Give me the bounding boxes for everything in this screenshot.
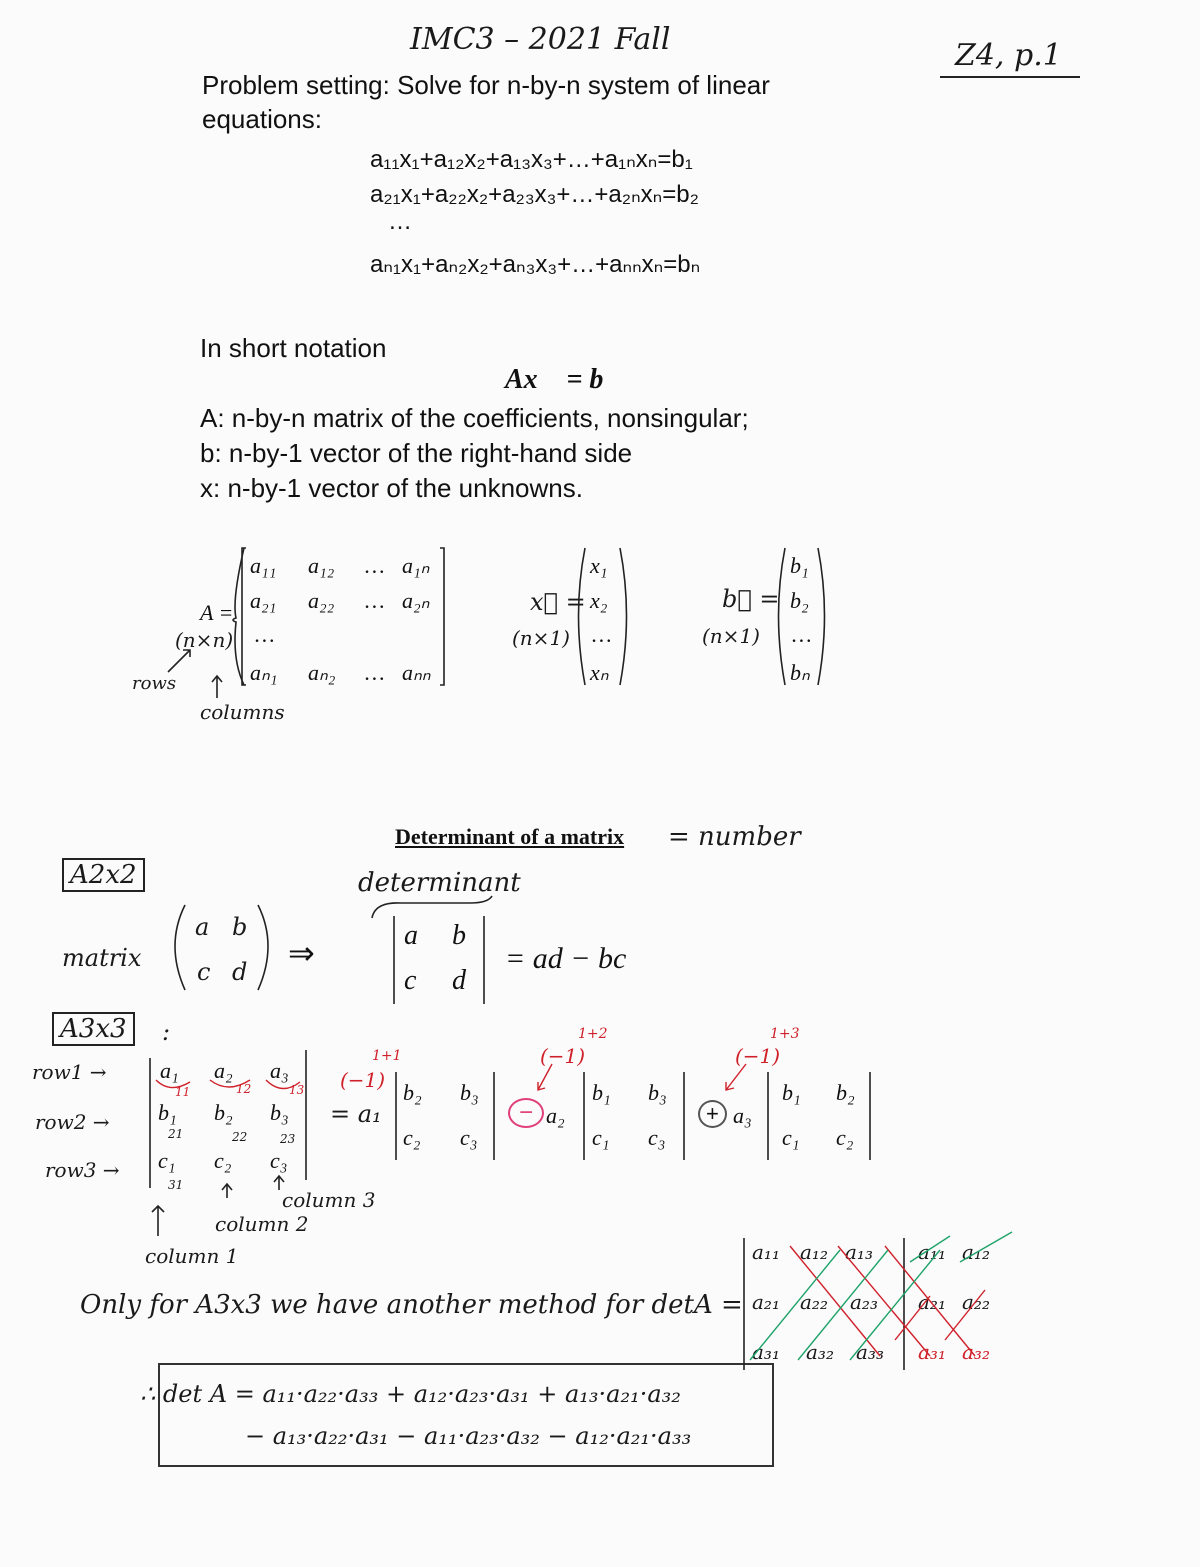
- determinant-title: Determinant of a matrix: [395, 824, 625, 849]
- equation-2: a₂₁x₁+a₂₂x₂+a₂₃x₃+…+a₂ₙxₙ=b₂: [370, 181, 699, 208]
- result-line-2: − a₁₃·a₂₂·a₃₁ − a₁₁·a₂₃·a₃₂ − a₁₂·a₂₁·a₃₃: [245, 1422, 692, 1450]
- exp-2: 1+2: [578, 1026, 608, 1042]
- minor2-b3: b₃: [648, 1080, 667, 1105]
- vector-x-size: (n×1): [512, 626, 570, 650]
- m2-d: d: [232, 958, 248, 986]
- page-reference: Z4, p.1: [955, 38, 1062, 73]
- idx-21: 21: [168, 1127, 184, 1141]
- a-11: a₁₁: [250, 553, 277, 578]
- m3-c2: c₂: [214, 1148, 232, 1173]
- m3-b3: b₃: [270, 1100, 289, 1125]
- page-ref-underline: [940, 76, 1080, 78]
- minor1-c2: c₂: [403, 1125, 421, 1150]
- problem-line-2: equations:: [202, 104, 322, 134]
- column-1-label: column 1: [145, 1244, 239, 1268]
- idx-22: 22: [232, 1130, 248, 1144]
- idx-23: 23: [280, 1132, 296, 1146]
- sarrus-sentence: Only for A3x3 we have another method for detA =: [80, 1290, 743, 1320]
- a-21: a₂₁: [250, 588, 277, 613]
- short-notation-label: In short notation: [200, 333, 387, 363]
- vector-x-right-paren: [620, 548, 627, 685]
- b-n: bₙ: [790, 660, 810, 685]
- plus-sign-circled: +: [698, 1100, 727, 1128]
- idx-12: 12: [236, 1082, 252, 1096]
- det2-d: d: [452, 965, 466, 996]
- b-dots: …: [792, 622, 812, 647]
- a-n2: aₙ₂: [308, 660, 336, 685]
- s-31: a₃₁: [752, 1340, 780, 1364]
- minor1-b2: b₂: [403, 1080, 422, 1105]
- a-22: a₂₂: [308, 588, 335, 613]
- m2-left-paren: [175, 905, 185, 990]
- sign-3: (−1): [735, 1044, 781, 1068]
- s-21b: a₂₁: [918, 1290, 946, 1314]
- vector-x-label: x⃗ =: [530, 588, 586, 616]
- row3-label: row3 →: [45, 1158, 120, 1182]
- implies-arrow: ⇒: [288, 935, 315, 971]
- x-2: x₂: [590, 588, 608, 613]
- eq-a1: = a₁: [330, 1100, 382, 1128]
- a-n1: aₙ₁: [250, 660, 278, 685]
- result-box: [158, 1363, 774, 1467]
- vector-b-right-paren: [818, 548, 825, 685]
- minor2-c3: c₃: [648, 1125, 666, 1150]
- matrix-a-label: A =: [200, 600, 234, 625]
- b-1: b₁: [790, 553, 809, 578]
- s-33: a₃₃: [856, 1340, 884, 1364]
- s-11: a₁₁: [752, 1240, 780, 1264]
- result-line-1: ∴ det A = a₁₁·a₂₂·a₃₃ + a₁₂·a₂₃·a₃₁ + a₁₃·a₂₁·a₃₂: [140, 1380, 681, 1408]
- matrix-a-right-bracket: [440, 548, 444, 685]
- minor3-b2: b₂: [836, 1080, 855, 1105]
- columns-label: columns: [200, 700, 285, 724]
- s-21: a₂₁: [752, 1290, 780, 1314]
- exp-1: 1+1: [372, 1048, 402, 1064]
- a-2-dots: …: [365, 588, 385, 613]
- vector-b-size: (n×1): [702, 624, 760, 648]
- matrix-equation: Ax⃗ = b⃗: [505, 364, 626, 395]
- det2-b: b: [452, 920, 466, 951]
- vector-b-label: b⃗ =: [722, 585, 780, 613]
- m3-b2: b₂: [214, 1100, 233, 1125]
- s-11b: a₁₁: [918, 1240, 946, 1264]
- b-definition: b: n-by-1 vector of the right-hand side: [200, 438, 633, 468]
- m3-a2: a₂: [214, 1058, 233, 1083]
- idx-31: 31: [168, 1178, 184, 1192]
- s-32: a₃₂: [806, 1340, 834, 1364]
- b-2: b₂: [790, 588, 809, 613]
- minus-sign-circled: −: [508, 1098, 544, 1128]
- a-1n: a₁ₙ: [402, 553, 430, 578]
- row1-label: row1 →: [32, 1060, 107, 1084]
- x-definition: x: n-by-1 vector of the unknowns.: [200, 473, 583, 503]
- equals-number: = number: [668, 822, 801, 852]
- det2-result: = ad − bc: [505, 942, 627, 975]
- minor3-c1: c₁: [782, 1125, 800, 1150]
- minor2-c1: c₁: [592, 1125, 610, 1150]
- rows-label: rows: [132, 673, 177, 694]
- x-dots: …: [592, 622, 612, 647]
- row2-label: row2 →: [35, 1110, 110, 1134]
- m2-right-paren: [258, 905, 268, 990]
- idx-13: 13: [289, 1083, 305, 1097]
- s-12b: a₁₂: [962, 1240, 990, 1264]
- x-1: x₁: [590, 553, 608, 578]
- a-nn: aₙₙ: [402, 660, 431, 685]
- minor1-c3: c₃: [460, 1125, 478, 1150]
- problem-line-1: Problem setting: Solve for n-by-n system of linear: [202, 70, 770, 100]
- determinant-word: determinant: [358, 868, 521, 898]
- s-32b: a₃₂: [962, 1340, 990, 1364]
- s-13: a₁₃: [845, 1240, 873, 1264]
- det2-a: a: [404, 920, 418, 951]
- equation-dots: …: [388, 208, 412, 235]
- equation-n: aₙ₁x₁+aₙ₂x₂+aₙ₃x₃+…+aₙₙxₙ=bₙ: [370, 251, 701, 278]
- det2-c: c: [404, 965, 417, 996]
- column-2-label: column 2: [215, 1212, 309, 1236]
- m3-a1: a₁: [160, 1058, 179, 1083]
- s-22b: a₂₂: [962, 1290, 990, 1314]
- m3-c3: c₃: [270, 1148, 288, 1173]
- matrix-a-left-bracket: [242, 548, 246, 685]
- a-12: a₁₂: [308, 553, 335, 578]
- exp-3: 1+3: [770, 1026, 800, 1042]
- a-row-dots: …: [255, 622, 275, 647]
- matrix-a-size: (n×n): [175, 628, 234, 652]
- minor3-b1: b₁: [782, 1080, 801, 1105]
- idx-11: 11: [175, 1085, 191, 1099]
- minor3-c2: c₂: [836, 1125, 854, 1150]
- m2-a: a: [195, 913, 210, 941]
- course-title: IMC3 – 2021 Fall: [410, 22, 671, 57]
- a2x2-label: A2x2: [62, 858, 145, 892]
- sign-2: (−1): [540, 1044, 586, 1068]
- minor1-b3: b₃: [460, 1080, 479, 1105]
- minor2-b1: b₁: [592, 1080, 611, 1105]
- m3-a3: a₃: [270, 1058, 289, 1083]
- s-22: a₂₂: [800, 1290, 828, 1314]
- x-n: xₙ: [590, 660, 609, 685]
- m2-b: b: [232, 913, 248, 941]
- s-12: a₁₂: [800, 1240, 828, 1264]
- m3-b1: b₁: [158, 1100, 177, 1125]
- equation-1: a₁₁x₁+a₁₂x₂+a₁₃x₃+…+a₁ₙxₙ=b₁: [370, 146, 693, 173]
- s-31b: a₃₁: [918, 1340, 946, 1364]
- column-3-label: column 3: [282, 1188, 376, 1212]
- a3x3-colon: :: [162, 1018, 171, 1046]
- vector-b-left-paren: [779, 548, 786, 685]
- vector-x-left-paren: [579, 548, 586, 685]
- m2-c: c: [197, 958, 211, 986]
- m3-c1: c₁: [158, 1148, 176, 1173]
- a2-coef: a₂: [546, 1103, 565, 1128]
- a-n-dots: …: [365, 660, 385, 685]
- a-1-dots: …: [365, 553, 385, 578]
- sign-1: (−1): [340, 1068, 386, 1092]
- a-definition: A: n-by-n matrix of the coefficients, nonsingular;: [200, 403, 749, 433]
- a-2n: a₂ₙ: [402, 588, 430, 613]
- a3x3-label: A3x3: [52, 1012, 135, 1046]
- a3-coef: a₃: [733, 1103, 752, 1128]
- s-23: a₂₃: [850, 1290, 878, 1314]
- matrix-word: matrix: [62, 944, 142, 972]
